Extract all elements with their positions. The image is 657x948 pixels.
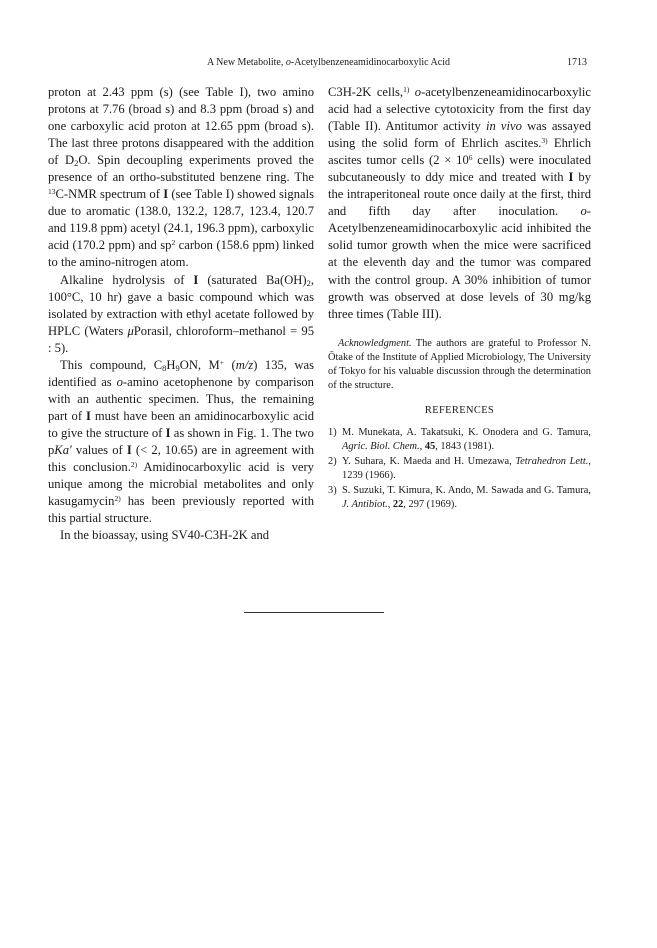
- reference-item: 1) M. Munekata, A. Takatsuki, K. Onodera and G. Tamura, Agric. Biol. Chem., 45, 1843 (1981).: [328, 426, 591, 452]
- running-title-italic: o: [285, 57, 291, 68]
- acknowledgment: [328, 337, 591, 393]
- left-column: [48, 84, 314, 544]
- right-paragraph-1: C3H-2K cells,$^{1)}$ o-acetylbenzeneamidinocarboxylic acid had a selective cytotoxicity from the first day (Table II). Antitumor activity in vivo was assayed using the solid form of Ehrlich ascites.$^{3)}$ Ehrlich ascites tumor cells ($2 \times 10^6$ cells) were inoculated subcutaneously to ddy mice and treated with I by the intraperitoneal route once daily at the first, third and fifth day after inoculation. o-Acetylbenzeneamidinocarboxylic acid inhibited the solid tumor growth when the mice were sacrificed at the eleventh day and the tumor was compared with the control group. A 30% inhibition of tumor growth was observed at dose levels of 30 mg/kg three times (Table III).: [328, 85, 591, 321]
- reference-item: 2) Y. Suhara, K. Maeda and H. Umezawa, Tetrahedron Lett., 1239 (1966).: [328, 455, 591, 481]
- left-paragraph-2: Alkaline hydrolysis of I (saturated $Ba(OH)_2$, 100°C, 10 hr) gave a basic compound which was isolated by extraction with ethyl acetate followed by HPLC (Waters μPorasil, chloroform–methanol = 95 : 5).: [48, 272, 315, 355]
- references-list: [328, 426, 591, 512]
- running-title: [0, 57, 657, 68]
- running-title-suffix: -Acetylbenzeneamidinocarboxylic Acid: [290, 57, 450, 68]
- acknowledgment-text: The authors are grateful to Professor N. Ōtake of the Institute of Applied Microbiology, The University of Tokyo for his valuable discussion through the determination of the structure.: [328, 337, 591, 391]
- left-paragraph-1: proton at 2.43 ppm (s) (see Table I), two amino protons at 7.76 (broad s) and 8.3 ppm (broad s) and one carboxylic acid proton at 12.65 ppm (broad s). The last three protons disappeared with the addition of $D_2O$. Spin decoupling experiments proved the presence of an ortho-substituted benzene ring. The $^{13}$C-NMR spectrum of I (see Table I) showed signals due to aromatic (138.0, 132.2, 128.7, 123.4, 120.7 and 119.8 ppm) acetyl (24.1, 196.3 ppm), carboxylic acid (170.2 ppm) and $sp^2$ carbon (158.6 ppm) linked to the amino-nitrogen atom.: [48, 85, 314, 270]
- left-paragraph-3: This compound, $C_8H_9ON$, M+ (m/z) 135, was identified as o-amino acetophenone by comparison with an authentic specimen. Thus, the remaining part of I must have been an amidinocarboxylic acid to give the structure of I as shown in Fig. 1. The two pKa′ values of I (< 2, 10.65) are in agreement with this conclusion.$^{2)}$ Amidinocarboxylic acid is very unique among the microbial metabolites and only kasugamycin$^{2)}$ has been previously reported with this partial structure.: [48, 357, 315, 526]
- end-rule: [244, 612, 384, 613]
- running-header: [0, 57, 657, 71]
- right-column: [328, 84, 591, 513]
- reference-item: 3) S. Suzuki, T. Kimura, K. Ando, M. Sawada and G. Tamura, J. Antibiot., 22, 297 (1969).: [328, 484, 591, 510]
- page-number: 1713: [567, 57, 587, 68]
- acknowledgment-lead: Acknowledgment.: [338, 337, 412, 349]
- running-title-prefix: A New Metabolite,: [207, 57, 286, 68]
- references-title: REFERENCES: [424, 404, 495, 416]
- left-paragraph-4: In the bioassay, using SV40-C3H-2K and: [60, 528, 270, 543]
